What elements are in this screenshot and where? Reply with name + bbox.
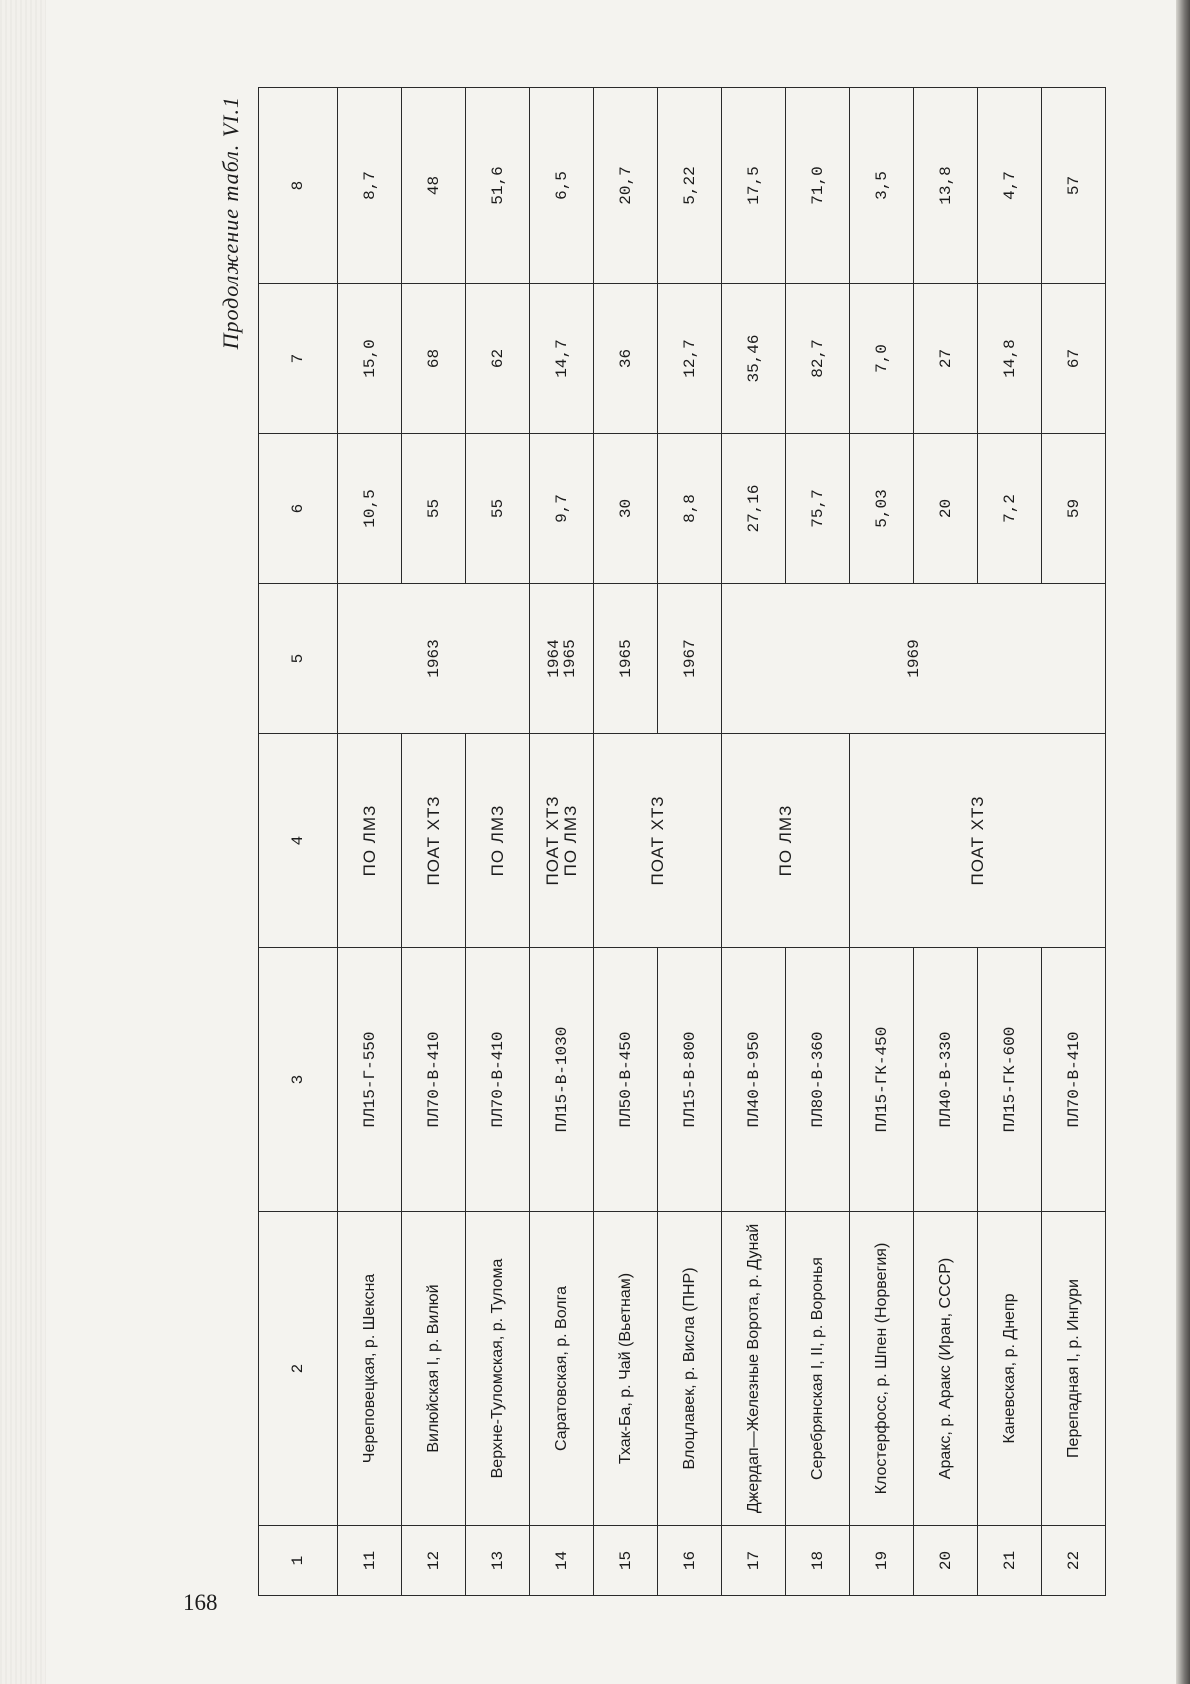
value-col8: 8,7 (338, 88, 402, 284)
turbine-type: ПЛ15-ГК-600 (978, 948, 1042, 1212)
value-col7: 67 (1042, 284, 1106, 434)
value-col7: 62 (466, 284, 530, 434)
value-col8: 48 (402, 88, 466, 284)
station-name: Вилюйская I, р. Вилюй (402, 1212, 466, 1526)
value-col6: 27,16 (722, 434, 786, 584)
value-col7: 7,0 (850, 284, 914, 434)
value-col8: 13,8 (914, 88, 978, 284)
station-name: Верхне-Туломская, р. Тулома (466, 1212, 530, 1526)
col-header-8: 8 (259, 88, 338, 284)
value-col8: 6,5 (530, 88, 594, 284)
value-col8: 51,6 (466, 88, 530, 284)
turbine-type: ПЛ70-В-410 (402, 948, 466, 1212)
manufacturer-cell: ПОАТ ХТЗ (402, 734, 466, 948)
value-col7: 27 (914, 284, 978, 434)
row-number: 22 (1042, 1526, 1106, 1596)
col-header-6: 6 (259, 434, 338, 584)
station-name: Влоцлавек, р. Висла (ПНР) (658, 1212, 722, 1526)
header-row (259, 88, 338, 1596)
station-name: Каневская, р. Днепр (978, 1212, 1042, 1526)
value-col6: 55 (402, 434, 466, 584)
turbine-type: ПЛ15-Г-550 (338, 948, 402, 1212)
turbine-type: ПЛ15-В-800 (658, 948, 722, 1212)
value-col6: 9,7 (530, 434, 594, 584)
table-row (466, 88, 530, 1596)
value-col6: 10,5 (338, 434, 402, 584)
rotated-table-block (204, 88, 1124, 1596)
value-col6: 20 (914, 434, 978, 584)
station-name: Аракс, р. Аракс (Иран, СССР) (914, 1212, 978, 1526)
station-name: Тхак-Ба, р. Чай (Вьетнам) (594, 1212, 658, 1526)
year-cell: 1963 (338, 584, 530, 734)
year-cell: 1969 (722, 584, 1106, 734)
col-header-5: 5 (259, 584, 338, 734)
station-name: Перепадная I, р. Ингури (1042, 1212, 1106, 1526)
row-number: 17 (722, 1526, 786, 1596)
value-col6: 55 (466, 434, 530, 584)
value-col7: 12,7 (658, 284, 722, 434)
row-number: 21 (978, 1526, 1042, 1596)
table-row (338, 88, 402, 1596)
page-edge-shadow (1176, 0, 1190, 1684)
manufacturer-cell: ПО ЛМЗ (722, 734, 850, 948)
value-col6: 75,7 (786, 434, 850, 584)
manufacturer-cell: ПОАТ ХТЗ (594, 734, 722, 948)
table-caption: Продолжение табл. VI.1 (218, 96, 243, 350)
value-col6: 5,03 (850, 434, 914, 584)
col-header-1: 1 (259, 1526, 338, 1596)
manufacturer-line: ПО ЛМЗ (560, 804, 580, 877)
manufacturer-cell (530, 734, 594, 948)
manufacturer-cell: ПО ЛМЗ (338, 734, 402, 948)
turbine-type: ПЛ70-В-410 (466, 948, 530, 1212)
row-number: 20 (914, 1526, 978, 1596)
row-number: 14 (530, 1526, 594, 1596)
col-header-3: 3 (259, 948, 338, 1212)
year-cell (530, 584, 594, 734)
turbine-type: ПЛ80-В-360 (786, 948, 850, 1212)
value-col6: 59 (1042, 434, 1106, 584)
turbine-type: ПЛ15-В-1030 (530, 948, 594, 1212)
row-number: 18 (786, 1526, 850, 1596)
row-number: 13 (466, 1526, 530, 1596)
value-col7: 68 (402, 284, 466, 434)
row-number: 15 (594, 1526, 658, 1596)
table-row (530, 88, 594, 1596)
turbine-type: ПЛ40-В-950 (722, 948, 786, 1212)
data-table (258, 87, 1106, 1596)
value-col8: 71,0 (786, 88, 850, 284)
value-col7: 14,7 (530, 284, 594, 434)
table-row (850, 88, 914, 1596)
station-name: Череповецкая, р. Шексна (338, 1212, 402, 1526)
value-col7: 14,8 (978, 284, 1042, 434)
value-col7: 15,0 (338, 284, 402, 434)
row-number: 19 (850, 1526, 914, 1596)
page-number: 168 (183, 1590, 218, 1615)
value-col8: 20,7 (594, 88, 658, 284)
year-cell: 1967 (658, 584, 722, 734)
value-col8: 5,22 (658, 88, 722, 284)
col-header-7: 7 (259, 284, 338, 434)
value-col8: 57 (1042, 88, 1106, 284)
station-name: Джердап—Железные Ворота, р. Дунай (722, 1212, 786, 1526)
value-col8: 17,5 (722, 88, 786, 284)
col-header-2: 2 (259, 1212, 338, 1526)
table-row (722, 88, 786, 1596)
value-col8: 4,7 (978, 88, 1042, 284)
manufacturer-line: ПОАТ ХТЗ (542, 795, 562, 886)
row-number: 11 (338, 1526, 402, 1596)
row-number: 16 (658, 1526, 722, 1596)
value-col7: 36 (594, 284, 658, 434)
value-col6: 30 (594, 434, 658, 584)
year-line: 1965 (560, 639, 579, 678)
year-line: 1964 (544, 639, 563, 678)
value-col6: 7,2 (978, 434, 1042, 584)
turbine-type: ПЛ70-В-410 (1042, 948, 1106, 1212)
manufacturer-cell: ПО ЛМЗ (466, 734, 530, 948)
station-name: Саратовская, р. Волга (530, 1212, 594, 1526)
manufacturer-cell: ПОАТ ХТЗ (850, 734, 1106, 948)
value-col7: 35,46 (722, 284, 786, 434)
col-header-4: 4 (259, 734, 338, 948)
year-cell: 1965 (594, 584, 658, 734)
table-row (594, 88, 658, 1596)
value-col6: 8,8 (658, 434, 722, 584)
scan-gutter (0, 0, 46, 1684)
station-name: Серебрянская I, II, р. Воронья (786, 1212, 850, 1526)
value-col8: 3,5 (850, 88, 914, 284)
turbine-type: ПЛ50-В-450 (594, 948, 658, 1212)
table-row (402, 88, 466, 1596)
turbine-type: ПЛ40-В-330 (914, 948, 978, 1212)
row-number: 12 (402, 1526, 466, 1596)
station-name: Клостерфосс, р. Шпен (Норвегия) (850, 1212, 914, 1526)
turbine-type: ПЛ15-ГК-450 (850, 948, 914, 1212)
value-col7: 82,7 (786, 284, 850, 434)
